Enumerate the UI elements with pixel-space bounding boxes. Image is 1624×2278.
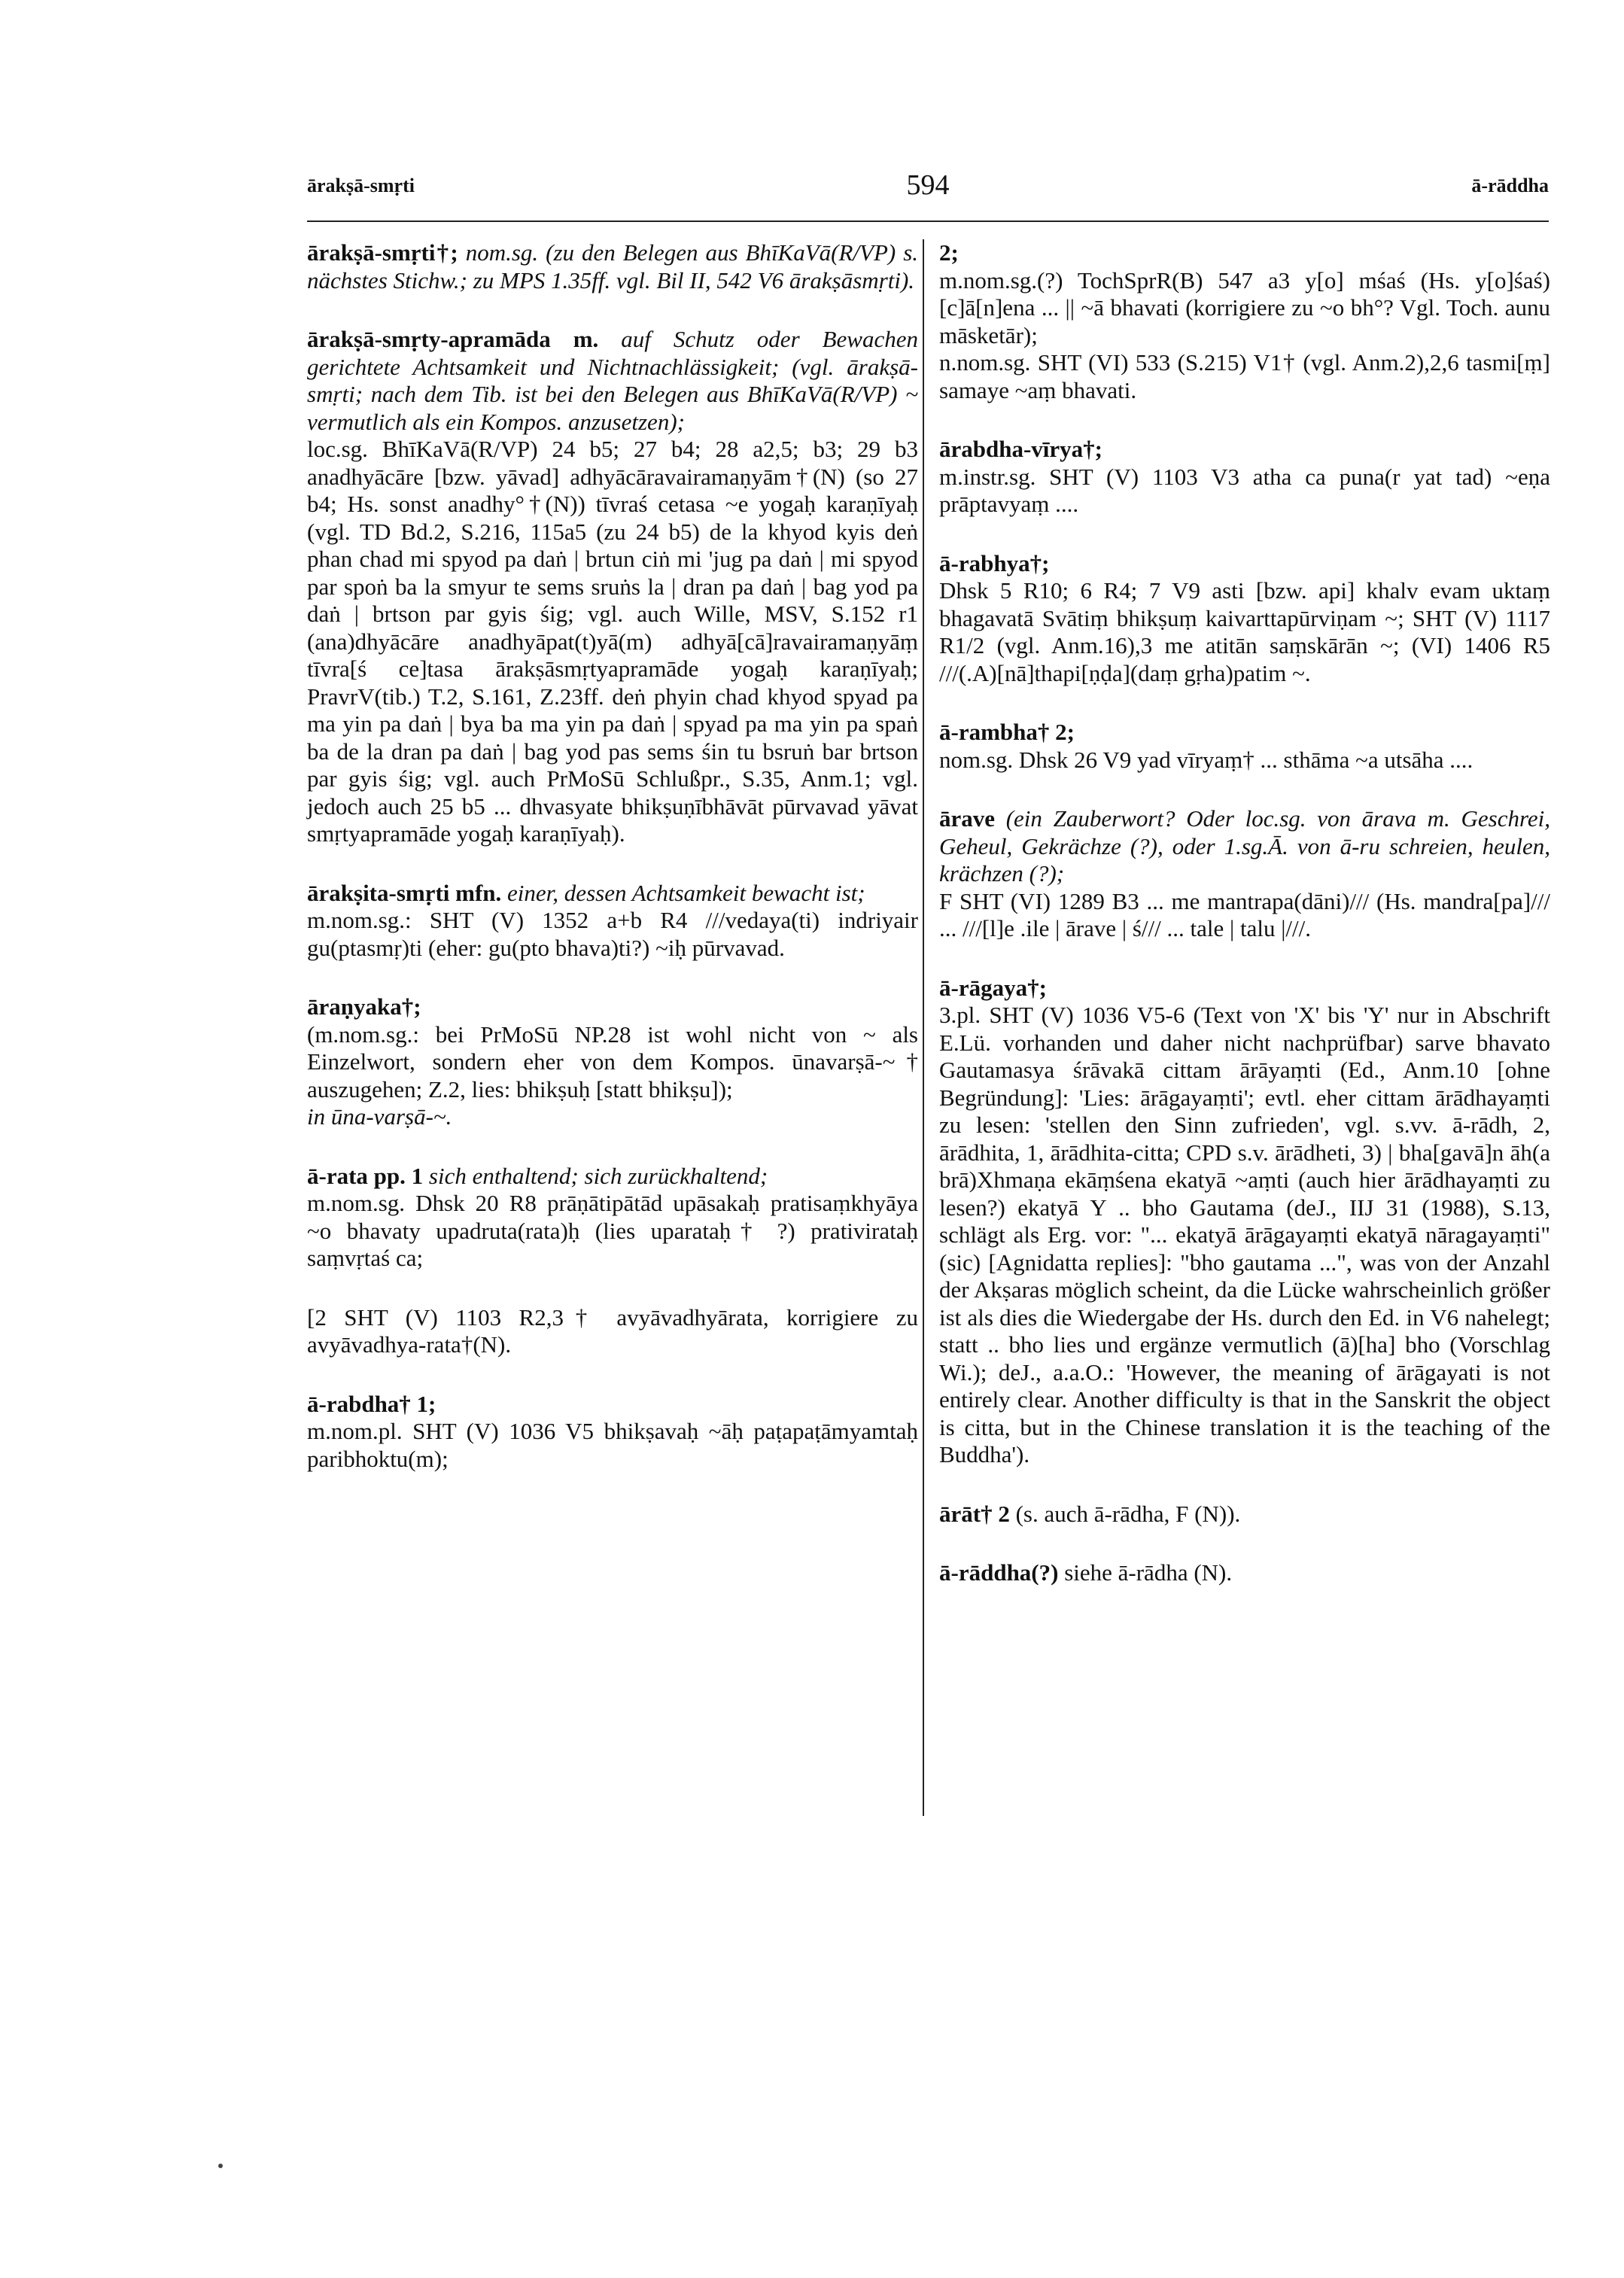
right-column [939,239,1550,1619]
dictionary-entry [939,719,1550,774]
entry-text: m.nom.sg.: SHT (V) 1352 a+b R4 ///vedaya(ti) indriyair gu(ptasmṛ)ti (eher: gu(pto bhava)ti?) ~iḥ pūrvavad. [307,907,918,961]
dictionary-entry [939,550,1550,688]
entry-text: m.nom.sg.(?) TochSprR(B) 547 a3 y[o] mśaś (Hs. y[o]śaś) [c]ā[n]ena ... || ~ā bhavati (korrigiere zu ~o bh°? Vgl. Toch. aunu māsketār); [939,266,1550,348]
entry-text: (s. auch ā-rādha, F (N)). [1015,1500,1241,1527]
entry-text: 3.pl. SHT (V) 1036 V5-6 (Text von 'X' bis 'Y' nur in Abschrift E.Lü. vorhanden und daher nicht nachprüfbar) sarve bhavato Gautamasya śrāvakā cittam ārāyaṃti (Ed., Anm.10 [ohne Begründung]: 'Lies: ārāgayaṃti'; evtl. eher cittam ārādhayaṃti zu lesen: 'stellen den Sinn zufrieden', vgl. s.vv. ā-rādh, 2, ārādhita, 1, ārādhita-citta; CPD s.v. ārādheti, 3) | bha[gavā]n āh(a brā)Xhmaṇa ekāṃśena ekatyā ~aṃti (auch hier ārādhayaṃti zu lesen?) ekatyā Y .. bho Gautama (deJ., IIJ 31 (1988), S.13, schlägt als Erg. vor: "... ekatyā ārāgayaṃti ekatyā nāragayaṃti" (sic) [Agnidatta replies]: "bho gautama ...", was von der Anzahl der Akṣaras möglich scheint, da die Lücke wahrscheinlich größer ist als dies die Wiedergabe der Hs. durch den Ed. in V6 nahelegt; statt .. bho lies und ergänze vermutlich (ā)[ha] bho (Vorschlag Wi.); deJ., a.a.O.: 'However, the meaning of ārāgayati is not entirely clear. Another difficulty is that in the Sanskrit the object is citta, but in the Chinese translation it is the teaching of the Buddha'). [939,1002,1550,1467]
entry-text: (m.nom.sg.: bei PrMoSū NP.28 ist wohl nicht von ~ als Einzelwort, sondern eher von dem Kompos. ūnavarṣā-~† auszugehen; Z.2, lies: bhikṣuḥ [statt bhikṣu]); [307,1020,918,1103]
scan-speck [218,2164,223,2168]
page-header [307,169,1549,212]
entry-lemma: ā-rāgaya†; [939,974,1047,1001]
page-number: 594 [906,169,950,201]
entry-text: m.instr.sg. SHT (V) 1103 V3 atha ca puna(r yat tad) ~eṇa prāptavyaṃ .... [939,463,1550,517]
entry-lemma: ārakṣā-smṛty-apramāda m. [307,326,599,352]
header-rule [307,221,1549,222]
entry-text: nom.sg. (zu den Belegen aus BhīKaVā(R/VP) s. nächstes Stichw.; zu MPS 1.35ff. vgl. Bil II, 542 V6 ārakṣāsmṛti). [307,239,919,293]
dictionary-entry [307,326,918,848]
entry-text: siehe ā-rādha (N). [1064,1559,1233,1586]
dictionary-entry [307,993,918,1131]
entry-text: [2 SHT (V) 1103 R2,3† avyāvadhyārata, korrigiere zu avyāvadhya-rata†(N). [307,1303,918,1358]
header-right-keyword: ā-rāddha [1471,175,1549,196]
dictionary-entry [307,1163,918,1273]
entry-lemma: ā-rāddha(?) [939,1559,1059,1586]
entry-lemma: ārakṣā-smṛti†; [307,239,458,266]
dictionary-entry [307,1391,918,1474]
entry-lemma: ārakṣita-smṛti mfn. [307,879,502,906]
entry-lemma: ā-rabdha† 1; [307,1390,436,1417]
dictionary-entry [307,1304,918,1359]
entry-text: einer, dessen Achtsamkeit bewacht ist; [507,879,865,906]
entry-text: (ein Zauberwort? Oder loc.sg. von ārava m. Geschrei, Geheul, Gekrächze (?), oder 1.sg.Ā. von ā-ru schreien, heulen, krächzen (?); [939,805,1551,887]
entry-text: in ūna-varṣā-~. [307,1103,452,1130]
left-column [307,239,918,1504]
entry-lemma: ārabdha-vīrya†; [939,436,1102,462]
dictionary-entry [939,239,1550,404]
entry-text: m.nom.sg. Dhsk 20 R8 prāṇātipātād upāsakaḥ pratisaṃkhyāya ~o bhavaty upadruta(rata)ḥ (lies uparataḥ† ?) prativirataḥ saṃvṛtaś ca; [307,1190,918,1271]
column-divider [923,239,924,1816]
entry-lemma: ārāt† 2 [939,1500,1010,1527]
entry-lemma: ā-rambha† 2; [939,719,1075,745]
entry-lemma: ārave [939,805,996,832]
dictionary-entry [939,436,1550,519]
dictionary-entry [939,1501,1550,1528]
entry-lemma: 2; [939,239,959,266]
entry-text: Dhsk 5 R10; 6 R4; 7 V9 asti [bzw. api] khalv evam uktaṃ bhagavatā Svātiṃ bhikṣuṃ kaivarttapūrviṇam ~; SHT (V) 1117 R1/2 (vgl. Anm.16),3 me atitān saṃskārān ~; (VI) 1406 R5 ///(.A)[nā]thapi[ṇḍa](daṃ gṛha)patim ~. [939,577,1550,686]
entry-text: m.nom.pl. SHT (V) 1036 V5 bhikṣavaḥ ~āḥ paṭapaṭāmyamtaḥ paribhoktu(m); [307,1418,918,1472]
header-left-keyword: ārakṣā-smṛti [307,175,415,196]
entry-text: sich enthaltend; sich zurückhaltend; [428,1162,768,1189]
dictionary-entry [307,239,918,294]
entry-text: auf Schutz oder Bewachen gerichtete Achtsamkeit und Nichtnachlässigkeit; (vgl. ārakṣā-smṛti; nach dem Tib. ist bei den Belegen aus BhīKaVā(R/VP) ~ vermutlich als ein Kompos. anzusetzen); [307,326,919,435]
dictionary-entry [307,880,918,963]
entry-text: n.nom.sg. SHT (VI) 533 (S.215) V1† (vgl. Anm.2),2,6 tasmi[ṃ] samaye ~aṃ bhavati. [939,349,1550,403]
dictionary-entry [939,805,1550,943]
entry-lemma: āraṇyaka†; [307,993,421,1020]
entry-text: nom.sg. Dhsk 26 V9 yad vīryaṃ† ... sthāma ~a utsāha .... [939,746,1473,773]
entry-lemma: ā-rabhya†; [939,549,1050,576]
dictionary-entry [939,1559,1550,1587]
entry-lemma: ā-rata pp. 1 [307,1162,424,1189]
entry-text: F SHT (VI) 1289 B3 ... me mantrapa(dāni)/// (Hs. mandra[pa]/// ... ///[l]e .ile | ārave | ś/// ... tale | talu |///. [939,887,1550,941]
entry-text: loc.sg. BhīKaVā(R/VP) 24 b5; 27 b4; 28 a2,5; b3; 29 b3 anadhyācāre [bzw. yāvad] adhyācāravairamaṇyām†(N) (so 27 b4; Hs. sonst anadhy°†(N)) tīvraś cetasa ~e yogaḥ karaṇīyaḥ (vgl. TD Bd.2, S.216, 115a5 (zu 24 b5) de la khyod kyis deṅ phan chad mi spyod pa daṅ | brtun ciṅ mi 'jug pa daṅ | mi spyod par spoṅ ba la smyur te sems sruṅs la | dran pa daṅ | bag yod pa daṅ | brtson par gyis śig; vgl. auch Wille, MSV, S.152 r1 (ana)dhyācāre anadhyāpat(t)yā(m) adhyā[cā]ravairamaṇyāṃ tīvra[ś ce]tasa ārakṣāsmṛtyapramāde yogaḥ karaṇīyaḥ; PravrV(tib.) T.2, S.161, Z.23ff. deṅ phyin chad khyod spyad pa ma yin pa daṅ | bya ba ma yin pa daṅ | spyad pa ma yin pa spaṅ ba de la dran pa daṅ | bag yod pas sems śin tu bsruṅ bar brtson par gyis śig; vgl. auch PrMoSū Schlußpr., S.35, Anm.1; vgl. jedoch auch 25 b5 ... dhvasyate bhikṣuṇībhāvāt pūrvavad yāvat smṛtyapramāde yogaḥ karaṇīyaḥ). [307,436,918,847]
dictionary-entry [939,975,1550,1469]
